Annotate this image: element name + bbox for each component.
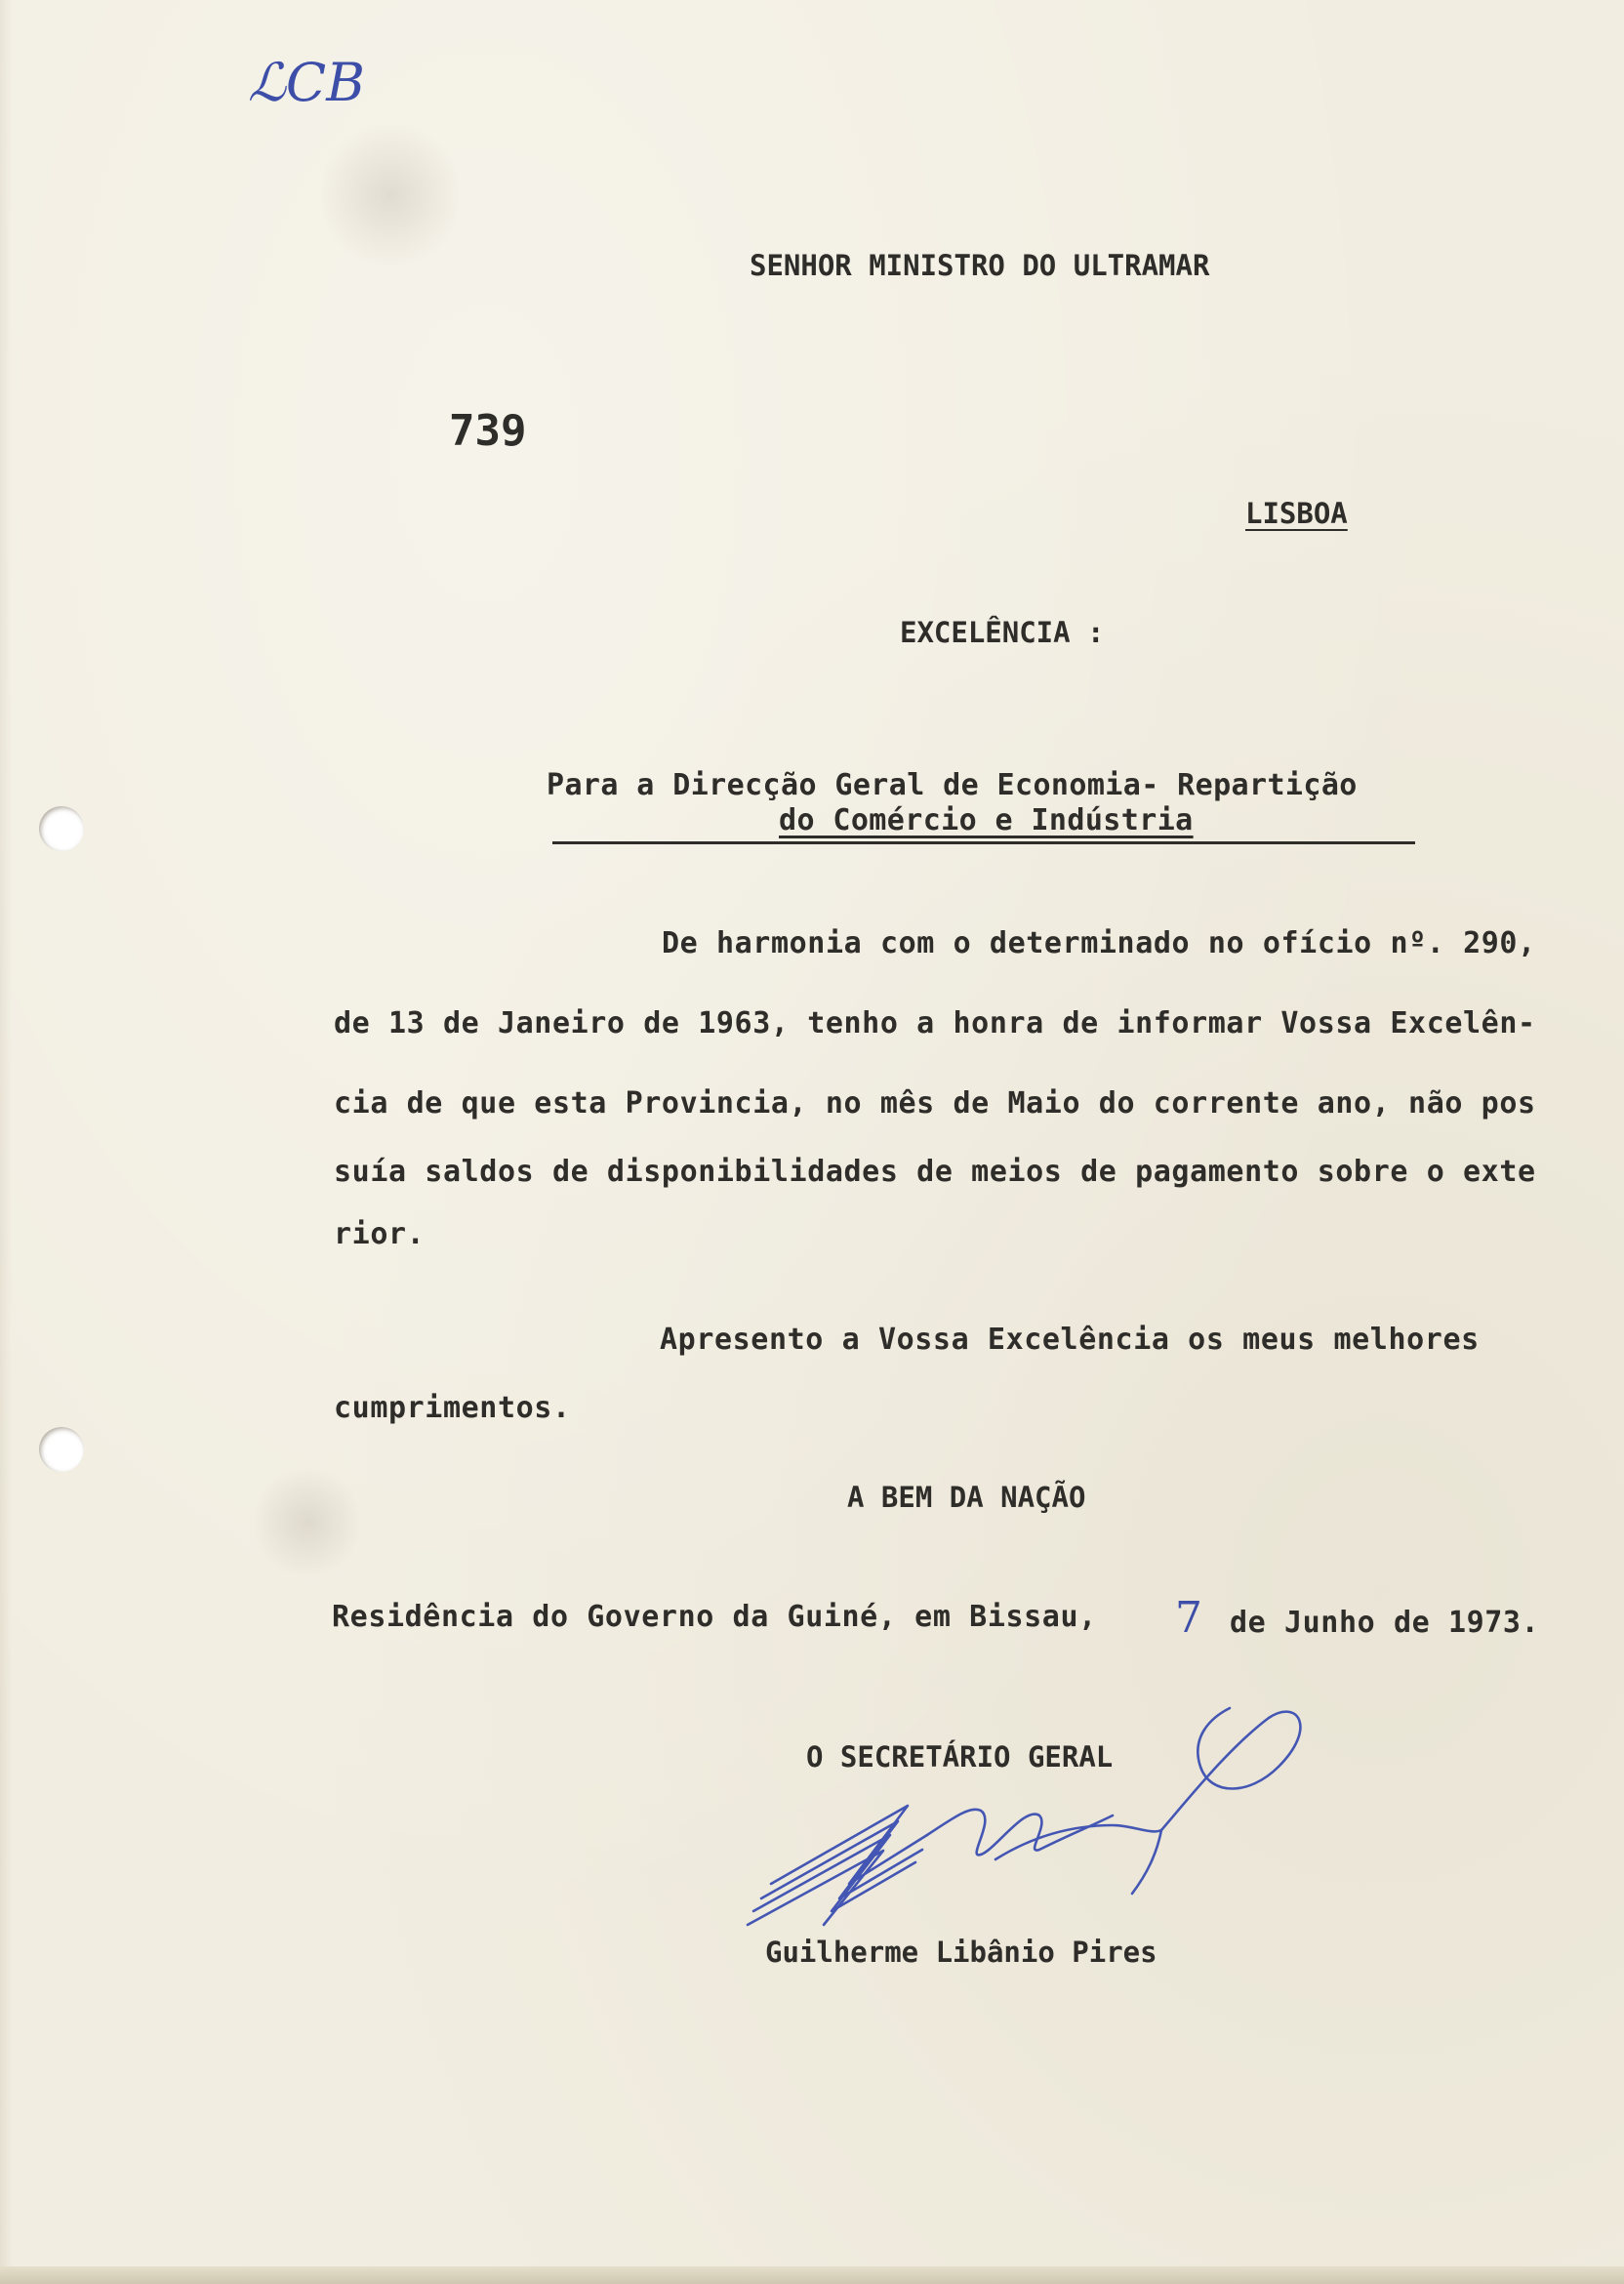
- paper-stain: [322, 117, 459, 273]
- paragraph1-line: cia de que esta Provincia, no mês de Maio do corrente ano, não pos: [334, 1086, 1536, 1121]
- handwritten-signature: [703, 1689, 1308, 1962]
- handwritten-mark: ℒCB: [248, 52, 365, 113]
- signatory-name: Guilherme Libânio Pires: [765, 1936, 1157, 1969]
- salutation: EXCELÊNCIA :: [900, 616, 1105, 649]
- paragraph1-line: suía saldos de disponibilidades de meios de pagamento sobre o exte: [334, 1155, 1536, 1189]
- city: LISBOA: [1245, 497, 1348, 530]
- addressee: SENHOR MINISTRO DO ULTRAMAR: [750, 249, 1210, 282]
- paragraph1-line: de 13 de Janeiro de 1963, tenho a honra de informar Vossa Excelên-: [334, 1006, 1536, 1040]
- paragraph1-line: rior.: [334, 1217, 426, 1251]
- signature-title: O SECRETÁRIO GERAL: [806, 1740, 1114, 1774]
- paragraph1-line: De harmonia com o determinado no ofício nº. 290,: [662, 926, 1536, 960]
- paper-stain: [254, 1464, 361, 1581]
- closing-formula: A BEM DA NAÇÃO: [847, 1481, 1086, 1514]
- document-number: 739: [449, 406, 527, 456]
- routing-rule: [552, 841, 1415, 844]
- punch-hole-bottom: [39, 1427, 84, 1472]
- handwritten-day: 7: [1175, 1593, 1202, 1643]
- routing-line-1: Para a Direcção Geral de Economia- Repartição: [547, 768, 1358, 802]
- paragraph2-line: cumprimentos.: [334, 1391, 571, 1425]
- punch-hole-top: [39, 806, 84, 851]
- page-bottom-edge: [0, 2266, 1624, 2284]
- place-date-suffix: de Junho de 1973.: [1230, 1606, 1540, 1640]
- place-date-prefix: Residência do Governo da Guiné, em Bissau,: [332, 1600, 1097, 1634]
- paragraph2-line: Apresento a Vossa Excelência os meus melhores: [660, 1323, 1480, 1357]
- routing-line-2: do Comércio e Indústria: [779, 803, 1194, 837]
